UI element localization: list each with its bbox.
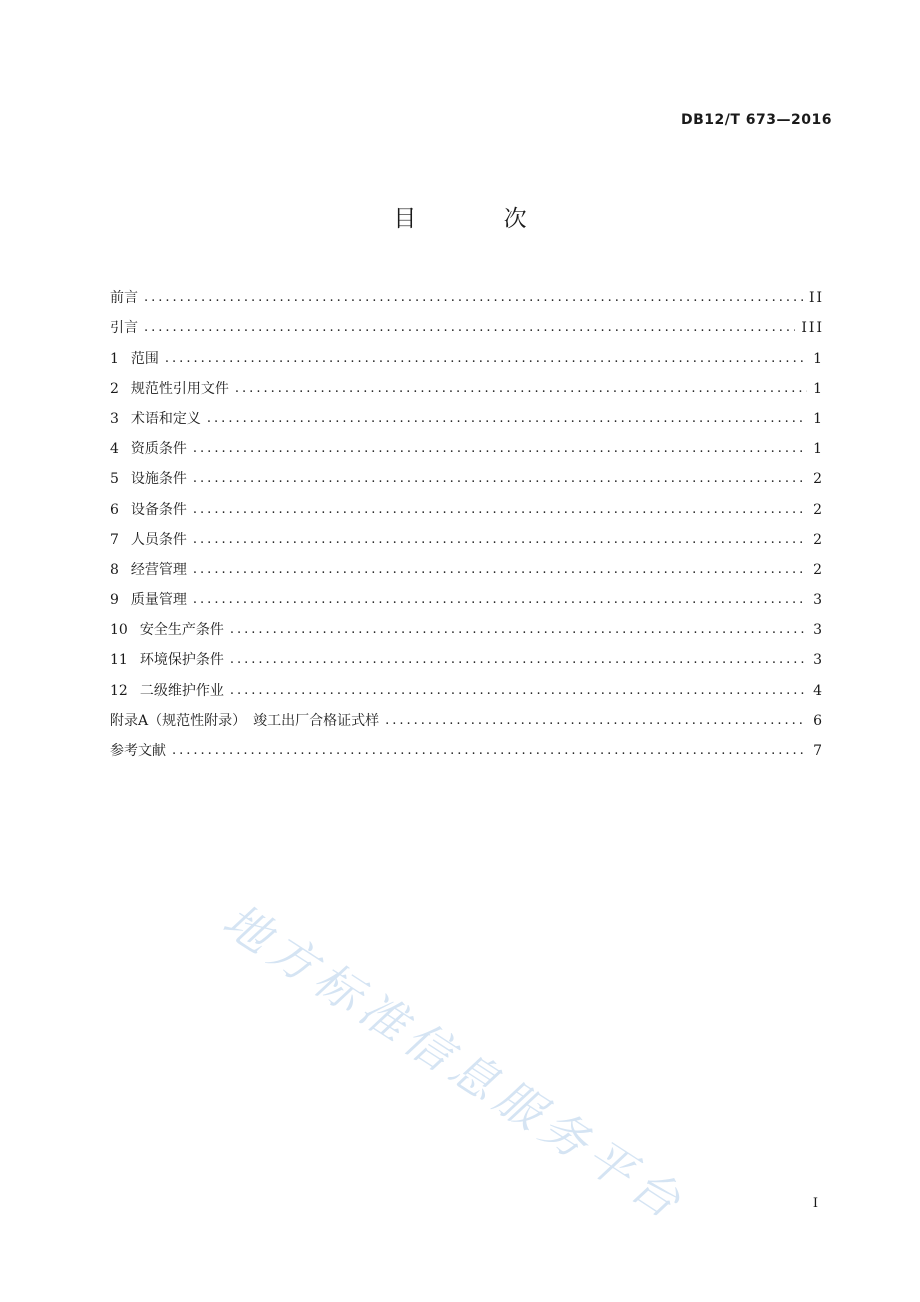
toc-entry-page: III: [801, 320, 824, 337]
toc-entry-label: 前言: [110, 290, 138, 307]
toc-entry-page: 2: [813, 501, 824, 518]
toc-entry-number: 7: [110, 531, 119, 548]
toc-leader-dots: [193, 560, 807, 580]
toc-entry-label: 范围: [130, 350, 159, 367]
toc-entry-number: 12: [110, 682, 128, 699]
toc-entry-number: 4: [110, 441, 119, 458]
toc-entry-page: 2: [813, 531, 824, 548]
toc-entry-1[interactable]: [110, 338, 824, 368]
toc-entry-label: 设施条件: [130, 471, 187, 488]
toc-entry-number: 10: [110, 622, 128, 639]
toc-entry-11[interactable]: [110, 640, 824, 670]
toc-entry-page: 4: [813, 682, 824, 699]
toc-entry-page: 2: [813, 561, 824, 578]
toc-entry-page: 6: [813, 712, 824, 729]
toc-entry-number: 6: [110, 501, 119, 518]
toc-leader-dots: [235, 379, 807, 399]
toc-entry-page: 2: [813, 471, 824, 488]
toc-leader-dots: [207, 409, 807, 429]
toc-entry-label: 环境保护条件: [139, 652, 224, 669]
toc-entry-page: II: [808, 290, 824, 307]
toc-entry-label: 参考文献: [110, 743, 166, 759]
toc-entry-introduction[interactable]: [110, 308, 824, 338]
document-code: DB12/T 673—2016: [681, 112, 832, 128]
toc-entry-number: 2: [110, 380, 119, 397]
toc-entry-page: 7: [813, 743, 824, 759]
toc-entry-label: 规范性引用文件: [130, 380, 229, 397]
toc-entry-5[interactable]: [110, 459, 824, 489]
toc-leader-dots: [385, 711, 807, 731]
toc-entry-label: 质量管理: [130, 592, 187, 609]
toc-leader-dots: [193, 590, 807, 610]
toc-entry-4[interactable]: [110, 429, 824, 459]
toc-entry-10[interactable]: [110, 610, 824, 640]
toc-entry-appendix-a[interactable]: [110, 701, 824, 731]
toc-entry-label: 术语和定义: [130, 410, 201, 427]
toc-entry-number: 11: [110, 652, 128, 669]
toc-leader-dots: [144, 318, 795, 338]
toc-entry-12[interactable]: [110, 670, 824, 700]
page-title: 目 次: [393, 206, 567, 232]
toc-entry-6[interactable]: [110, 489, 824, 519]
watermark: 地方标准信息服务平台: [213, 892, 696, 1233]
toc-entry-foreword[interactable]: [110, 278, 824, 308]
toc-entry-label: 引言: [110, 320, 138, 337]
toc-entry-page: 1: [813, 410, 824, 427]
toc-entry-label: 经营管理: [130, 561, 187, 578]
toc-entry-bibliography[interactable]: [110, 731, 824, 761]
toc-entry-page: 1: [813, 350, 824, 367]
toc-entry-number: 5: [110, 471, 119, 488]
toc-entry-label: 安全生产条件: [139, 622, 224, 639]
toc-leader-dots: [230, 620, 807, 640]
toc-entry-label: 附录A（规范性附录） 竣工出厂合格证式样: [110, 712, 380, 729]
toc-entry-page: 3: [813, 622, 824, 639]
toc-entry-number: 8: [110, 561, 119, 578]
page-number: I: [812, 1196, 818, 1211]
toc-leader-dots: [193, 500, 807, 520]
toc-leader-dots: [144, 288, 803, 308]
toc-entry-label: 人员条件: [130, 531, 187, 548]
toc-entry-label: 设备条件: [130, 501, 187, 518]
toc-entry-page: 1: [813, 441, 824, 458]
toc-leader-dots: [230, 681, 807, 701]
toc-entry-label: 资质条件: [130, 441, 187, 458]
toc-entry-page: 3: [813, 652, 824, 669]
toc-entry-page: 1: [813, 380, 824, 397]
toc-entry-9[interactable]: [110, 580, 824, 610]
toc-leader-dots: [230, 650, 807, 670]
toc-entry-page: 3: [813, 592, 824, 609]
toc-entry-3[interactable]: [110, 399, 824, 429]
toc-entry-label: 二级维护作业: [139, 682, 224, 699]
toc-entry-number: 1: [110, 350, 119, 367]
toc-leader-dots: [193, 530, 807, 550]
toc-entry-2[interactable]: [110, 369, 824, 399]
toc-leader-dots: [172, 741, 807, 761]
toc-entry-8[interactable]: [110, 550, 824, 580]
toc-entry-7[interactable]: [110, 520, 824, 550]
toc-entry-number: 3: [110, 410, 119, 427]
toc-leader-dots: [193, 469, 807, 489]
toc-entry-number: 9: [110, 592, 119, 609]
toc-leader-dots: [165, 349, 807, 369]
table-of-contents: [110, 278, 824, 761]
toc-leader-dots: [193, 439, 807, 459]
